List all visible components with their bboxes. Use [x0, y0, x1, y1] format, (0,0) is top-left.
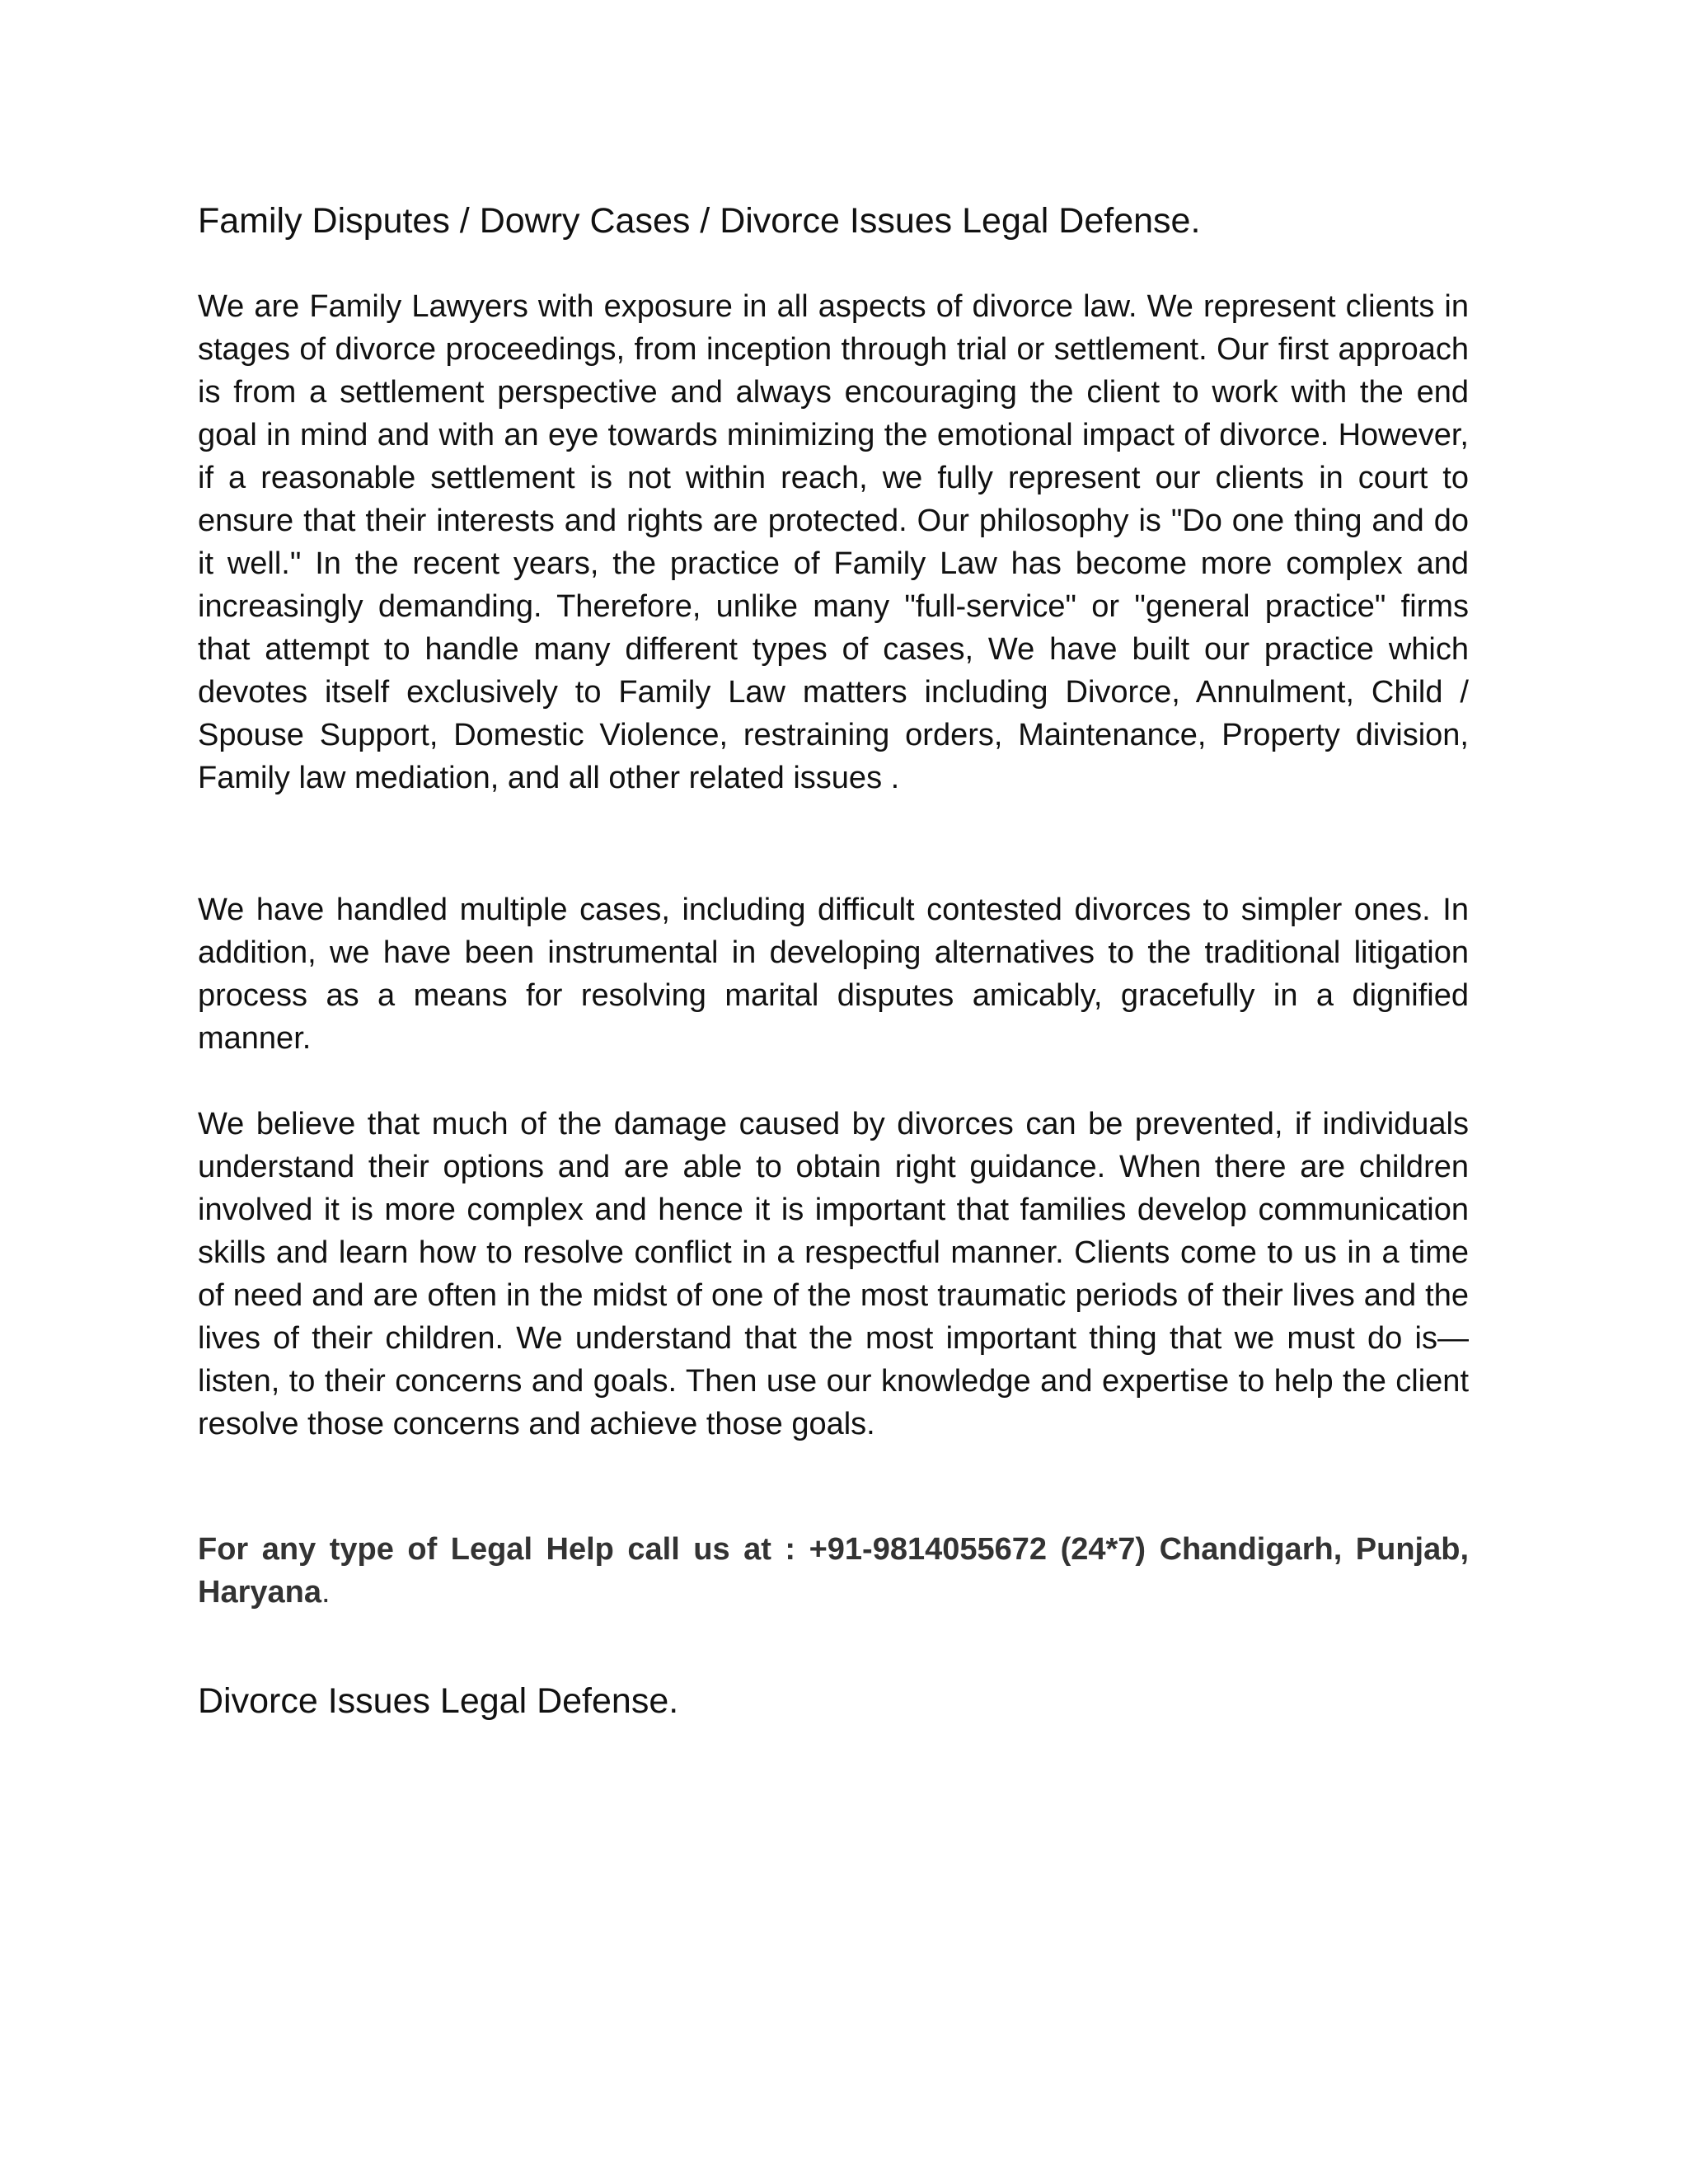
paragraph-experience: We have handled multiple cases, including difficult contested divorces to simpler ones. In addition, we have been instrumental in developing alternatives to the traditional litigation process as a means for resolving marital disputes amicably, gracefully in a dignified manner.	[198, 893, 1469, 1056]
document-title: Family Disputes / Dowry Cases / Divorce Issues Legal Defense.	[198, 201, 1201, 241]
contact-trailing-period: .	[321, 1575, 331, 1610]
contact-line	[198, 1528, 1469, 1614]
paragraph-intro: We are Family Lawyers with exposure in all aspects of divorce law. We represent clients in stages of divorce proceedings, from inception through trial or settlement. Our first approach is from a settlement perspective and always encouraging the client to work with the end goal in mind and with an eye towards minimizing the emotional impact of divorce. However, if a reasonable settlement is not within reach, we fully represent our clients in court to ensure that their interests and rights are protected. Our philosophy is "Do one thing and do it well." In the recent years, the practice of Family Law has become more complex and increasingly demanding. Therefore, unlike many "full-service" or "general practice" firms that attempt to handle many different types of cases, We have built our practice which devotes itself exclusively to Family Law matters including Divorce, Annulment, Child / Spouse Support, Domestic Violence, restraining orders, Maintenance, Property division, Family law mediation, and all other related issues .	[198, 289, 1469, 795]
footer-title: Divorce Issues Legal Defense.	[198, 1681, 679, 1721]
paragraph-philosophy: We believe that much of the damage caused by divorces can be prevented, if individuals understand their options and are able to obtain right guidance. When there are children involved it is more complex and hence it is important that families develop communication skills and learn how to resolve conflict in a respectful manner. Clients come to us in a time of need and are often in the midst of one of the most traumatic periods of their lives and the lives of their children. We understand that the most important thing that we must do is—listen, to their concerns and goals. Then use our knowledge and expertise to help the client resolve those concerns and achieve those goals.	[198, 1107, 1469, 1441]
contact-text: For any type of Legal Help call us at : +91-9814055672 (24*7) Chandigarh, Punjab, Haryana	[198, 1532, 1469, 1610]
